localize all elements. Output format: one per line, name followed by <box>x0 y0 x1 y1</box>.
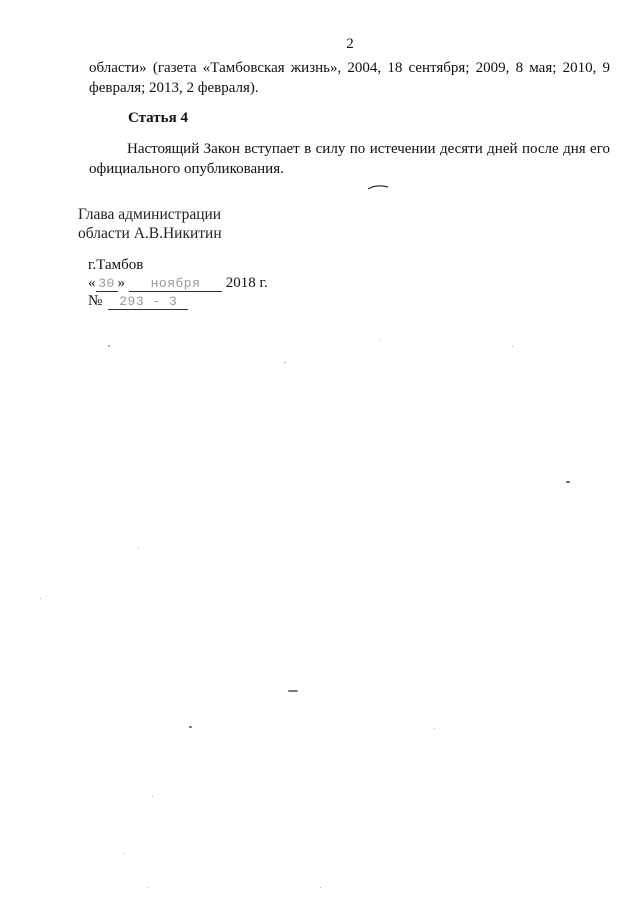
date-line <box>88 274 268 292</box>
date-close-quote: » <box>117 275 125 291</box>
number-line <box>88 292 268 310</box>
date-year: 2018 г. <box>225 275 268 291</box>
signature-block <box>78 205 222 243</box>
number-prefix: № <box>88 293 103 309</box>
continuation-paragraph: области» (газета «Тамбовская жизнь», 2004, 18 сентября; 2009, 8 мая; 2010, 9 февраля; 2013, 2 февраля). <box>89 60 610 96</box>
scan-speck <box>148 887 149 888</box>
page-number: 2 <box>346 36 354 52</box>
date-month-field: ноября <box>129 276 222 292</box>
scan-speck <box>288 690 298 692</box>
signatory-name: области А.В.Никитин <box>78 225 222 242</box>
scan-speck <box>434 728 435 729</box>
scan-speck <box>380 340 381 341</box>
scan-speck <box>152 796 153 797</box>
scan-speck <box>320 887 321 888</box>
place-date-block <box>88 256 268 310</box>
scan-speck <box>566 481 570 483</box>
scan-speck <box>189 726 192 728</box>
scan-speck <box>284 362 286 363</box>
signatory-title: Глава администрации <box>78 206 222 223</box>
scan-speck <box>138 548 139 549</box>
document-number-field: 293 - 3 <box>108 294 188 310</box>
signature-stroke-icon <box>366 182 390 192</box>
article-heading: Статья 4 <box>128 110 188 126</box>
date-day-field: 30 <box>96 276 118 292</box>
date-open-quote: « <box>88 275 96 291</box>
scan-speck <box>108 345 110 347</box>
article-paragraph: Настоящий Закон вступает в силу по истечении десяти дней после дня его официального опубликования. <box>89 141 610 177</box>
scan-speck <box>512 346 513 347</box>
scan-speck <box>123 853 124 854</box>
scan-speck <box>40 598 41 599</box>
city-line: г.Тамбов <box>88 257 144 273</box>
